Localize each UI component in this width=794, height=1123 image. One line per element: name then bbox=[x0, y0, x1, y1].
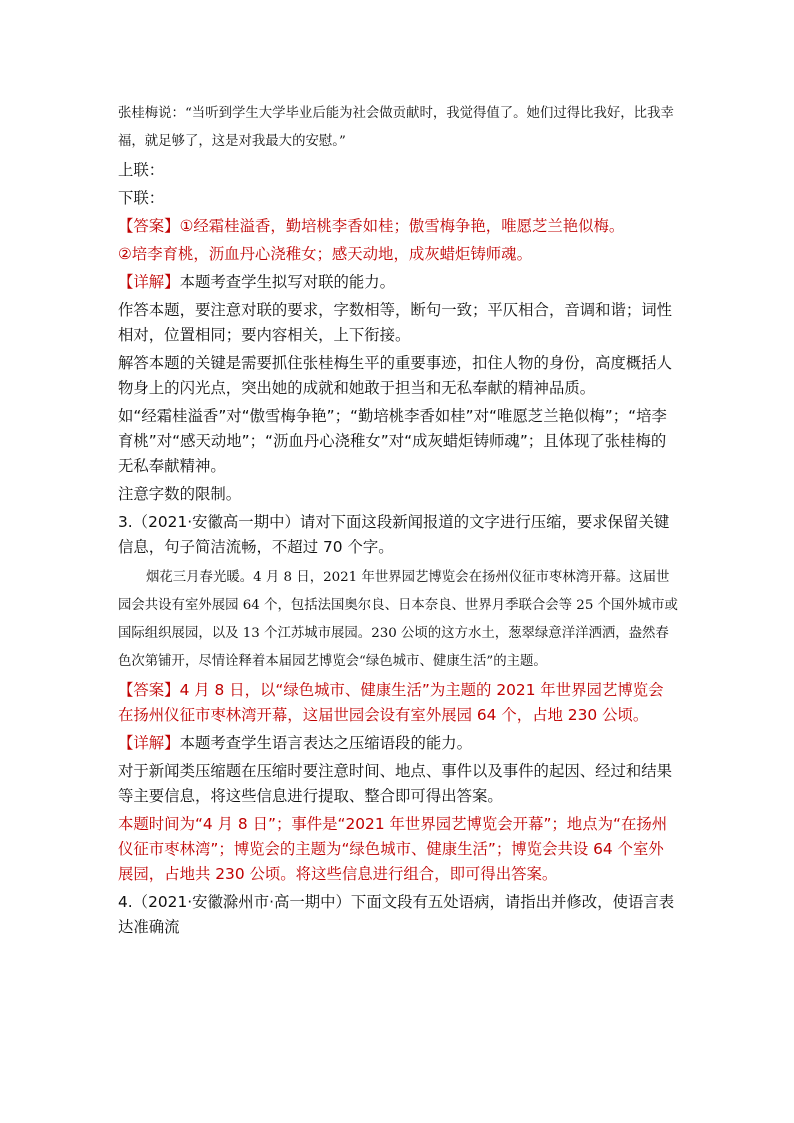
detail-text: 本题考查学生拟写对联的能力。 bbox=[179, 273, 396, 291]
detail-1-paragraph-2: 解答本题的关键是需要抓住张桂梅生平的重要事迹，扣住人物的身份，高度概括人物身上的闪光点，突出她的成就和她敢于担当和无私奉献的精神品质。 bbox=[118, 354, 673, 397]
answer-1-line-1 bbox=[118, 214, 678, 239]
question-3-news: 烟花三月春光暖。4 月 8 日，2021 年世界园艺博览会在扬州仪征市枣林湾开幕。这届世园会共设有室外展园 64 个，包括法国奥尔良、日本奈良、世界月季联合会等 25 个国外城市或国际组织展园，以及 13 个江苏城市展园。230 公顷的这方水土，葱翠绿意洋洋洒洒，盎然春色次第铺开，尽情诠释着本届园艺博览会“绿色城市、健康生活”的主题。 bbox=[118, 570, 678, 669]
detail-label: 【详解】 bbox=[118, 734, 180, 752]
answer-label: 【答案】 bbox=[118, 217, 180, 235]
answer-text: 4 月 8 日，以“绿色城市、健康生活”为主题的 2021 年世界园艺博览会在扬州仪征市枣林湾开幕，这届世园会设有室外展园 64 个，占地 230 公顷。 bbox=[118, 681, 664, 724]
question-3-detail-heading bbox=[118, 731, 678, 756]
detail-1-paragraph-1: 作答本题，要注意对联的要求，字数相等，断句一致；平仄相合，音调和谐；词性相对，位置相同；要内容相关，上下衔接。 bbox=[118, 301, 673, 344]
answer-text: ①经霜桂溢香，勤培桃李香如桂；傲雪梅争艳，唯愿芝兰艳似梅。 bbox=[179, 217, 625, 235]
answer-label: 【答案】 bbox=[118, 681, 180, 699]
question-4-stem: 4.（2021·安徽滁州市·高一期中）下面文段有五处语病，请指出并修改，使语言表达准确流 bbox=[118, 893, 675, 936]
question-3-paragraph-2: 本题时间为“4 月 8 日”；事件是“2021 年世界园艺博览会开幕”；地点为“在扬州仪征市枣林湾”；博览会的主题为“绿色城市、健康生活”；博览会共设 64 个室外展园，占地共 230 公顷。将这些信息进行组合，即可得出答案。 bbox=[118, 815, 668, 883]
answer-1-line-2: ②培李育桃，沥血丹心浇稚女；感天动地，成灰蜡炬铸师魂。 bbox=[118, 245, 532, 263]
detail-text: 本题考查学生语言表达之压缩语段的能力。 bbox=[179, 734, 473, 752]
detail-label: 【详解】 bbox=[118, 273, 180, 291]
question-3-answer bbox=[118, 678, 678, 728]
quote-paragraph: 张桂梅说：“当听到学生大学毕业后能为社会做贡献时，我觉得值了。她们过得比我好，比我幸福，就足够了，这是对我最大的安慰。” bbox=[118, 106, 674, 149]
detail-1-paragraph-3: 如“经霜桂溢香”对“傲雪梅争艳”；“勤培桃李香如桂”对“唯愿芝兰艳似梅”；“培李育桃”对“感天动地”；“沥血丹心浇稚女”对“成灰蜡炬铸师魂”；且体现了张桂梅的无私奉献精神。 bbox=[118, 407, 667, 475]
question-3-paragraph-1: 对于新闻类压缩题在压缩时要注意时间、地点、事件以及事件的起因、经过和结果等主要信息，将这些信息进行提取、整合即可得出答案。 bbox=[118, 762, 673, 805]
detail-1-paragraph-4: 注意字数的限制。 bbox=[118, 485, 242, 503]
lower-couplet-label: 下联： bbox=[118, 189, 165, 207]
upper-couplet-label: 上联： bbox=[118, 161, 165, 179]
document-page bbox=[118, 100, 678, 943]
question-3-stem: 3.（2021·安徽高一期中）请对下面这段新闻报道的文字进行压缩，要求保留关键信息，句子简洁流畅，不超过 70 个字。 bbox=[118, 513, 670, 556]
detail-1-heading bbox=[118, 270, 678, 295]
